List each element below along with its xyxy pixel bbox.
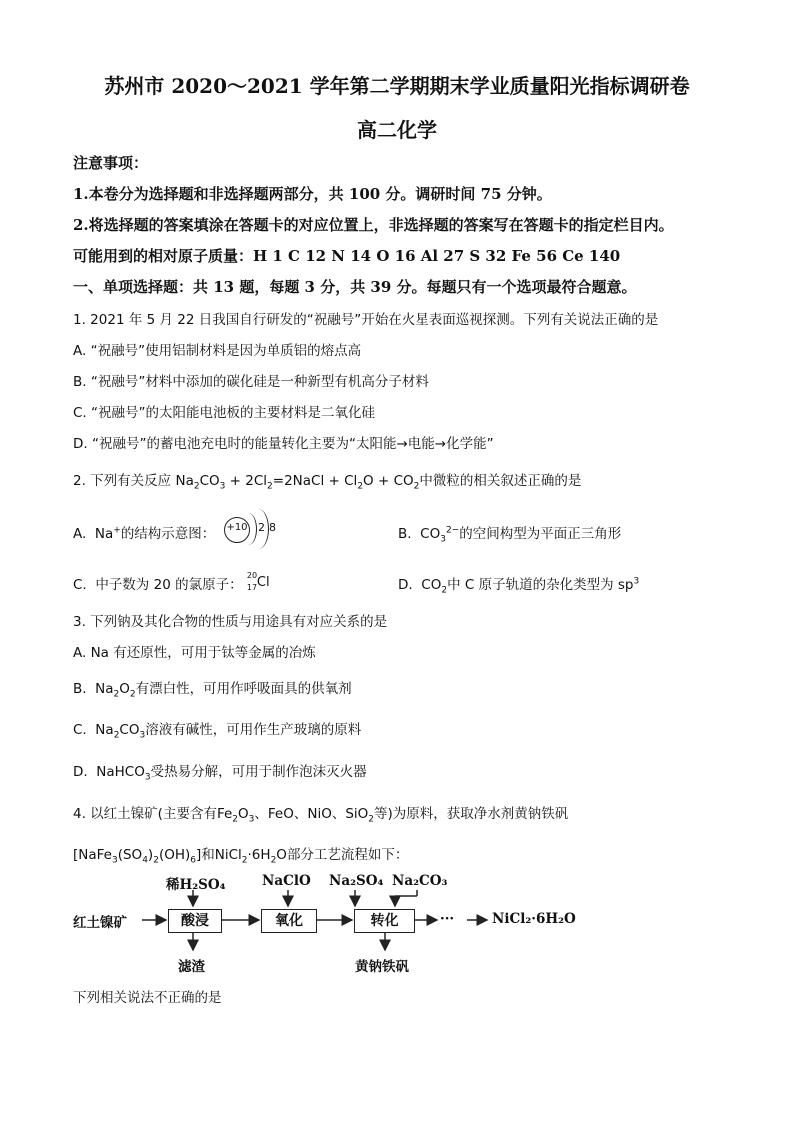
q3-option-a: A. Na 有还原性，可用于钛等金属的冶炼 xyxy=(73,645,316,661)
q4-question-tail: 下列相关说法不正确的是 xyxy=(73,990,222,1006)
flow-product: NiCl₂·6H₂O xyxy=(492,911,576,927)
flow-ellipsis: ··· xyxy=(440,911,455,927)
q3-option-b: B. $Na_2O_2$有漂白性，可用作呼吸面具的供氧剂 xyxy=(73,681,352,700)
q1-option-b: B. “祝融号”材料中添加的碳化硅是一种新型有机高分子材料 xyxy=(73,374,429,390)
q1-stem: 1. 2021 年 5 月 22 日我国自行研发的“祝融号”开始在火星表面巡视探测。下列有关说法正确的是 xyxy=(73,312,659,328)
flow-reagent-h2so4: 稀H₂SO₄ xyxy=(166,877,226,893)
q2-option-b: B. $CO_3^{2-}$的空间构型为平面正三角形 xyxy=(398,525,622,545)
flow-output-residue: 滤渣 xyxy=(178,959,205,975)
shell-2-electrons: 8 xyxy=(269,521,276,534)
flow-box-conversion: 转化 xyxy=(354,909,415,933)
chlorine-isotope-symbol: 20 17 Cl xyxy=(246,571,270,592)
flow-output-jarosite: 黄钠铁矾 xyxy=(355,959,409,975)
q1-option-c: C. “祝融号”的太阳能电池板的主要材料是二氧化硅 xyxy=(73,405,375,421)
flow-input-ore: 红土镍矿 xyxy=(73,915,127,931)
q4-stem-line2: $[NaFe_3(SO_4)_2(OH)_6]$和$NiCl_2\cdot 6H_2O$部分工艺流程如下： xyxy=(73,847,409,866)
shell-1-electrons: 2 xyxy=(258,521,265,534)
flow-box-oxidation: 氧化 xyxy=(261,909,317,933)
q1-option-a: A. “祝融号”使用铝制材料是因为单质铝的熔点高 xyxy=(73,343,362,359)
flow-box-acid-leach: 酸浸 xyxy=(168,909,222,933)
reaction-equation: $Na_2CO_3$ + $2Cl_2=2NaCl + Cl_2O + CO_2$ xyxy=(175,473,420,492)
q1-option-d: D. “祝融号”的蓄电池充电时的能量转化主要为“太阳能→电能→化学能” xyxy=(73,436,494,452)
flow-reagent-na2co3: Na₂CO₃ xyxy=(392,873,448,889)
section-heading: 一、单项选择题：共 13 题，每题 3 分，共 39 分。每题只有一个选项最符合题意。 xyxy=(73,278,637,296)
note-1: 1.本卷分为选择题和非选择题两部分，共 100 分。调研时间 75 分钟。 xyxy=(73,185,552,203)
flow-reagent-naclo: NaClO xyxy=(262,873,311,889)
q2-option-a: A. Na+的结构示意图： xyxy=(73,525,216,542)
note-2: 2.将选择题的答案填涂在答题卡的对应位置上，非选择题的答案写在答题卡的指定栏目内。 xyxy=(73,216,674,234)
notes-heading: 注意事项： xyxy=(73,154,149,172)
exam-title: 苏州市 2020～2021 学年第二学期期末学业质量阳光指标调研卷 xyxy=(104,74,690,98)
q3-stem: 3. 下列钠及其化合物的性质与用途具有对应关系的是 xyxy=(73,614,388,630)
q2-stem: 2. 下列有关反应 $Na_2CO_3$ + $2Cl_2=2NaCl + Cl_2O + CO_2$中微粒的相关叙述正确的是 xyxy=(73,473,582,492)
q2-option-d: D. $CO_2$中 C 原子轨道的杂化类型为 $sp^3$ xyxy=(398,576,640,596)
flow-reagent-na2so4: Na₂SO₄ xyxy=(329,873,384,889)
q3-option-d: D. NaHCO$_3$受热易分解，可用于制作泡沫灭火器 xyxy=(73,764,367,783)
q2-option-c: C. 中子数为 20 的氯原子： 20 17 Cl xyxy=(73,573,277,593)
nucleus-charge: +10 xyxy=(226,522,248,533)
exam-subtitle: 高二化学 xyxy=(357,118,437,142)
q3-option-c: C. $Na_2CO_3$溶液有碱性，可用作生产玻璃的原料 xyxy=(73,722,362,741)
na-ion-structure-diagram xyxy=(222,508,282,552)
q4-stem-line1: 4. 以红土镍矿(主要含有$Fe_2O_3$、FeO、NiO、SiO$_2$等)为原料，获取净水剂黄钠铁矾 xyxy=(73,806,569,825)
atomic-masses: 可能用到的相对原子质量：H 1 C 12 N 14 O 16 Al 27 S 32 Fe 56 Ce 140 xyxy=(73,247,621,265)
